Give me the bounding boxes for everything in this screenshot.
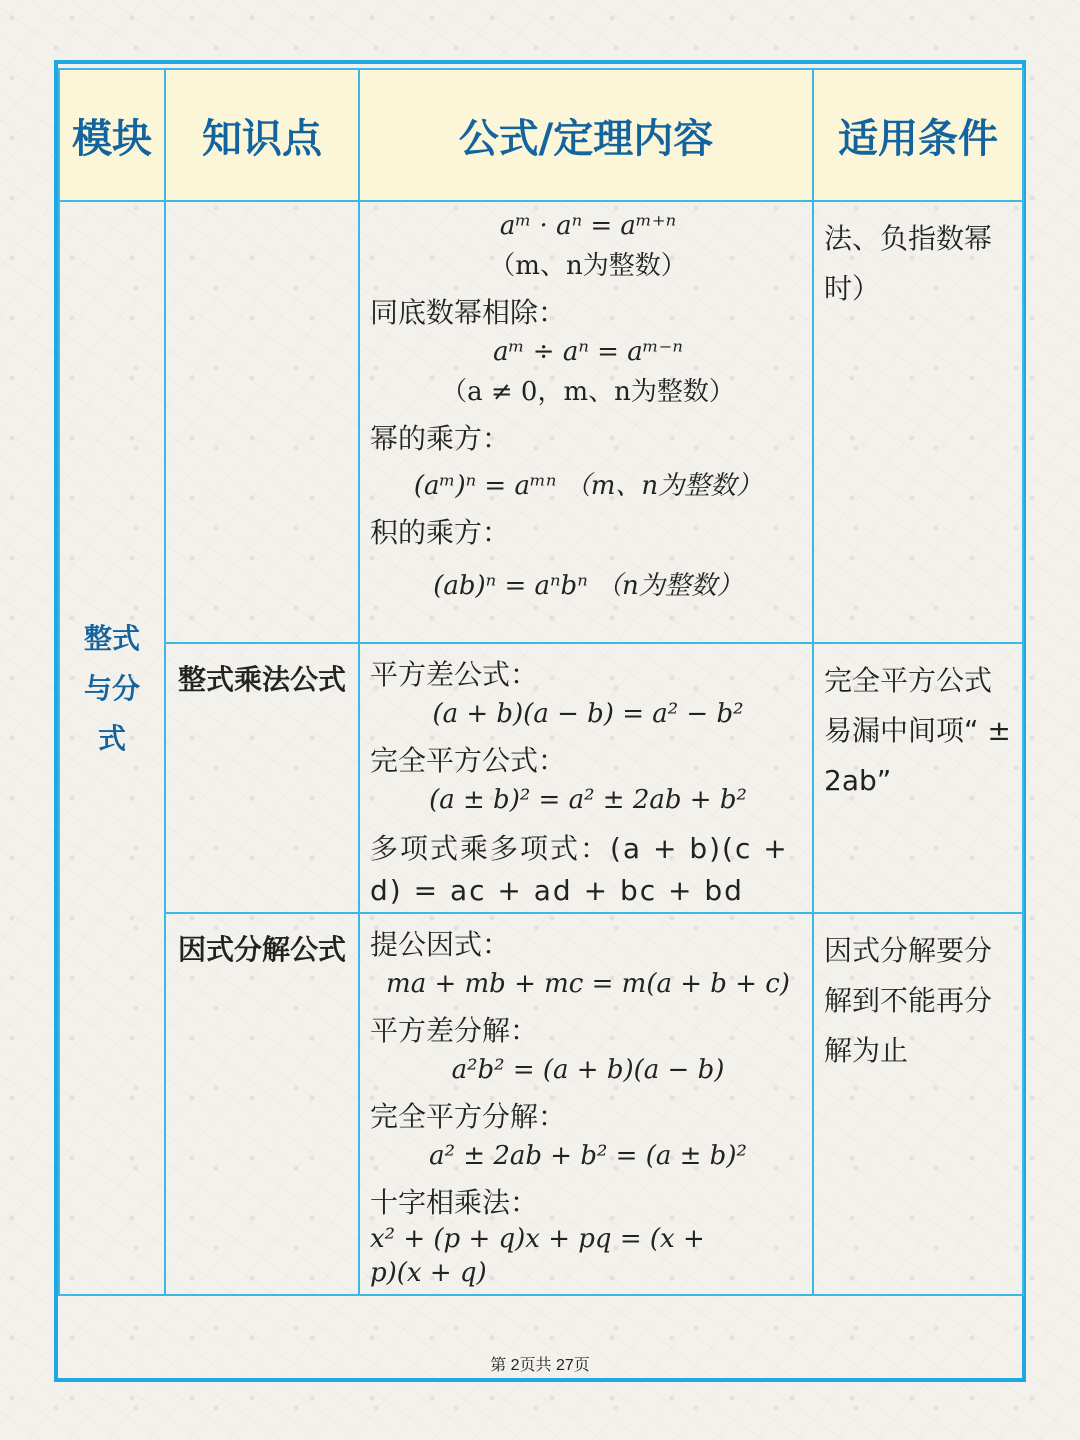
condition-cell: 法、负指数幂时） bbox=[813, 201, 1023, 643]
formula-line: （m、n为整数） bbox=[489, 251, 687, 281]
formula-line: (aᵐ)ⁿ = aᵐⁿ （m、n为整数） bbox=[413, 471, 763, 501]
module-label: 整式与分式 bbox=[83, 621, 140, 755]
content-cell bbox=[359, 201, 813, 643]
formula-line: x² + (p + q)x + pq = (x + p)(x + q) bbox=[370, 1224, 705, 1288]
formula-label: 平方差分解： bbox=[370, 1014, 539, 1047]
content-cell bbox=[359, 913, 813, 1295]
module-cell bbox=[59, 201, 165, 1295]
knowledge-point-cell bbox=[165, 201, 359, 643]
content-cell bbox=[359, 643, 813, 913]
condition-cell: 完全平方公式易漏中间项“ ± 2ab” bbox=[813, 643, 1023, 913]
formula-table bbox=[58, 68, 1024, 1296]
formula-line: ma + mb + mc = m(a + b + c) bbox=[386, 969, 790, 999]
formula-line: a²b² = (a + b)(a − b) bbox=[451, 1055, 725, 1085]
knowledge-point-cell: 因式分解公式 bbox=[165, 913, 359, 1295]
formula-label: 完全平方公式： bbox=[370, 744, 567, 777]
formula-line: (a + b)(a − b) = a² − b² bbox=[432, 699, 744, 729]
header-module: 模块 bbox=[59, 69, 165, 201]
formula-line: aᵐ · aⁿ = aᵐ⁺ⁿ bbox=[499, 211, 677, 241]
formula-label: 完全平方分解： bbox=[370, 1100, 567, 1133]
header-knowledge-point: 知识点 bbox=[165, 69, 359, 201]
formula-label: 提公因式： bbox=[370, 928, 511, 961]
formula-line: aᵐ ÷ aⁿ = aᵐ⁻ⁿ bbox=[493, 337, 683, 367]
formula-label: 同底数幂相除： bbox=[370, 296, 567, 329]
knowledge-point-cell: 整式乘法公式 bbox=[165, 643, 359, 913]
formula-label: 十字相乘法： bbox=[370, 1186, 539, 1219]
table-row bbox=[59, 643, 1023, 913]
table-row bbox=[59, 913, 1023, 1295]
page-number: 第 2页共 27页 bbox=[490, 1357, 590, 1374]
condition-cell: 因式分解要分解到不能再分解为止 bbox=[813, 913, 1023, 1295]
formula-line: （a ≠ 0，m、n为整数） bbox=[441, 377, 735, 407]
table-header-row bbox=[59, 69, 1023, 201]
page-frame bbox=[54, 60, 1026, 1382]
formula-label: 多项式乘多项式：(a + b)(c + d) = ac + ad + bc + bd bbox=[370, 832, 789, 907]
header-content: 公式/定理内容 bbox=[359, 69, 813, 201]
header-condition: 适用条件 bbox=[813, 69, 1023, 201]
formula-line: a² ± 2ab + b² = (a ± b)² bbox=[429, 1141, 747, 1171]
formula-label: 平方差公式： bbox=[370, 658, 539, 691]
table-row bbox=[59, 201, 1023, 643]
formula-label: 积的乘方： bbox=[370, 516, 511, 549]
formula-line: (a ± b)² = a² ± 2ab + b² bbox=[429, 785, 747, 815]
formula-label: 幂的乘方： bbox=[370, 422, 511, 455]
formula-line: (ab)ⁿ = aⁿbⁿ （n为整数） bbox=[433, 571, 743, 601]
